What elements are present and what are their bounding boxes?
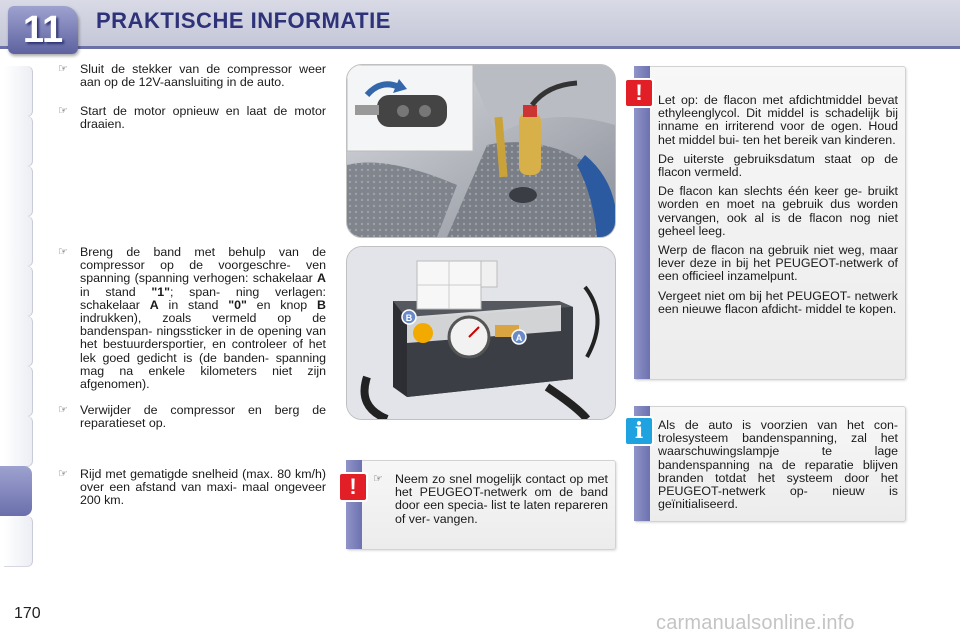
compressor-illustration	[346, 246, 616, 420]
label-b: B	[405, 313, 413, 323]
side-tab[interactable]	[4, 66, 33, 117]
header-divider	[0, 46, 960, 49]
bullet-item: ☞ Verwijder de compressor en berg de reparatieset op.	[58, 403, 326, 431]
bullet-item: ☞ Breng de band met behulp van de compressor op de voorgeschre- ven spanning (spanning verhogen: schakelaar A in stand "1"; span- ning verlagen: schakelaar A in stand "0" en knop B indrukken), zoals vermeld op de bandenspan- ningssticker in de opening van het bestuurdersportier, en controleer of het lek goed gedicht is (de banden- spanning mag na enkele kilometers niet zijn afgenomen).	[58, 245, 327, 392]
side-tab[interactable]	[4, 216, 33, 267]
watermark: carmanualsonline.info	[656, 612, 855, 634]
page-title: PRAKTISCHE INFORMATIE	[96, 8, 391, 33]
hand-pointer-icon: ☞	[58, 105, 68, 117]
sealant-warning-text: Let op: de flacon met afdichtmiddel bevat ethyleenglycol. Dit middel is schadelijk bij inname en irriterend voor de ogen. Houd het middel bui- ten het bereik van kinderen. De uiterste gebruiksdatum staat op de flacon vermeld. De flacon kan slechts één keer ge- bruikt worden en moet na gebruik dus worden vervangen, ook al is de flacon nog niet geheel leeg. Werp de flacon na gebruik niet weg, maar lever deze in bij het PEUGEOT-netwerk of een officieel inzamelpunt. Vergeet niet om bij het PEUGEOT- netwerk een nieuwe flacon afdicht- middel te kopen.	[658, 93, 898, 316]
bullet-item: ☞ Rijd met gematigde snelheid (max. 80 km/h) over een afstand van maxi- maal ongeveer 200 km.	[58, 467, 326, 508]
warning-text: ☞ Neem zo snel mogelijk contact op met het PEUGEOT-netwerk om de band door een specia- list te laten repareren of ver- vangen.	[373, 472, 608, 526]
warning-icon: !	[340, 474, 366, 500]
hand-pointer-icon: ☞	[58, 468, 68, 480]
hand-pointer-icon: ☞	[373, 473, 383, 485]
hand-pointer-icon: ☞	[58, 246, 68, 258]
label-a: A	[515, 333, 523, 343]
warning-box-strip	[634, 66, 650, 379]
side-tab[interactable]	[4, 366, 33, 417]
side-tab[interactable]	[4, 266, 33, 317]
hand-pointer-icon: ☞	[58, 63, 68, 75]
car-interior-illustration	[346, 64, 616, 238]
side-tab[interactable]	[4, 516, 33, 567]
side-tab[interactable]	[4, 416, 33, 467]
bullet-item: ☞ Sluit de stekker van de compressor weer aan op de 12V-aansluiting in de auto.	[58, 62, 326, 90]
side-tab[interactable]	[4, 316, 33, 367]
info-text: Als de auto is voorzien van het con- trolesysteem bandenspanning, zal het waarschuwingslampje te lage bandenspanning na de reparatie blijven branden totdat het systeem door het PEUGEOT-netwerk op- nieuw is geïnitialiseerd.	[658, 418, 898, 512]
side-tab[interactable]	[4, 116, 33, 167]
side-tab[interactable]	[4, 166, 33, 217]
chapter-number: 11	[22, 9, 64, 51]
side-tab-active[interactable]	[0, 466, 32, 516]
car-interior-drawing	[347, 65, 615, 237]
compressor-drawing	[347, 247, 615, 419]
info-icon: i	[626, 418, 652, 444]
warning-icon: !	[626, 80, 652, 106]
hand-pointer-icon: ☞	[58, 404, 68, 416]
bullet-item: ☞ Start de motor opnieuw en laat de motor draaien.	[58, 104, 326, 132]
page-number: 170	[14, 605, 41, 622]
